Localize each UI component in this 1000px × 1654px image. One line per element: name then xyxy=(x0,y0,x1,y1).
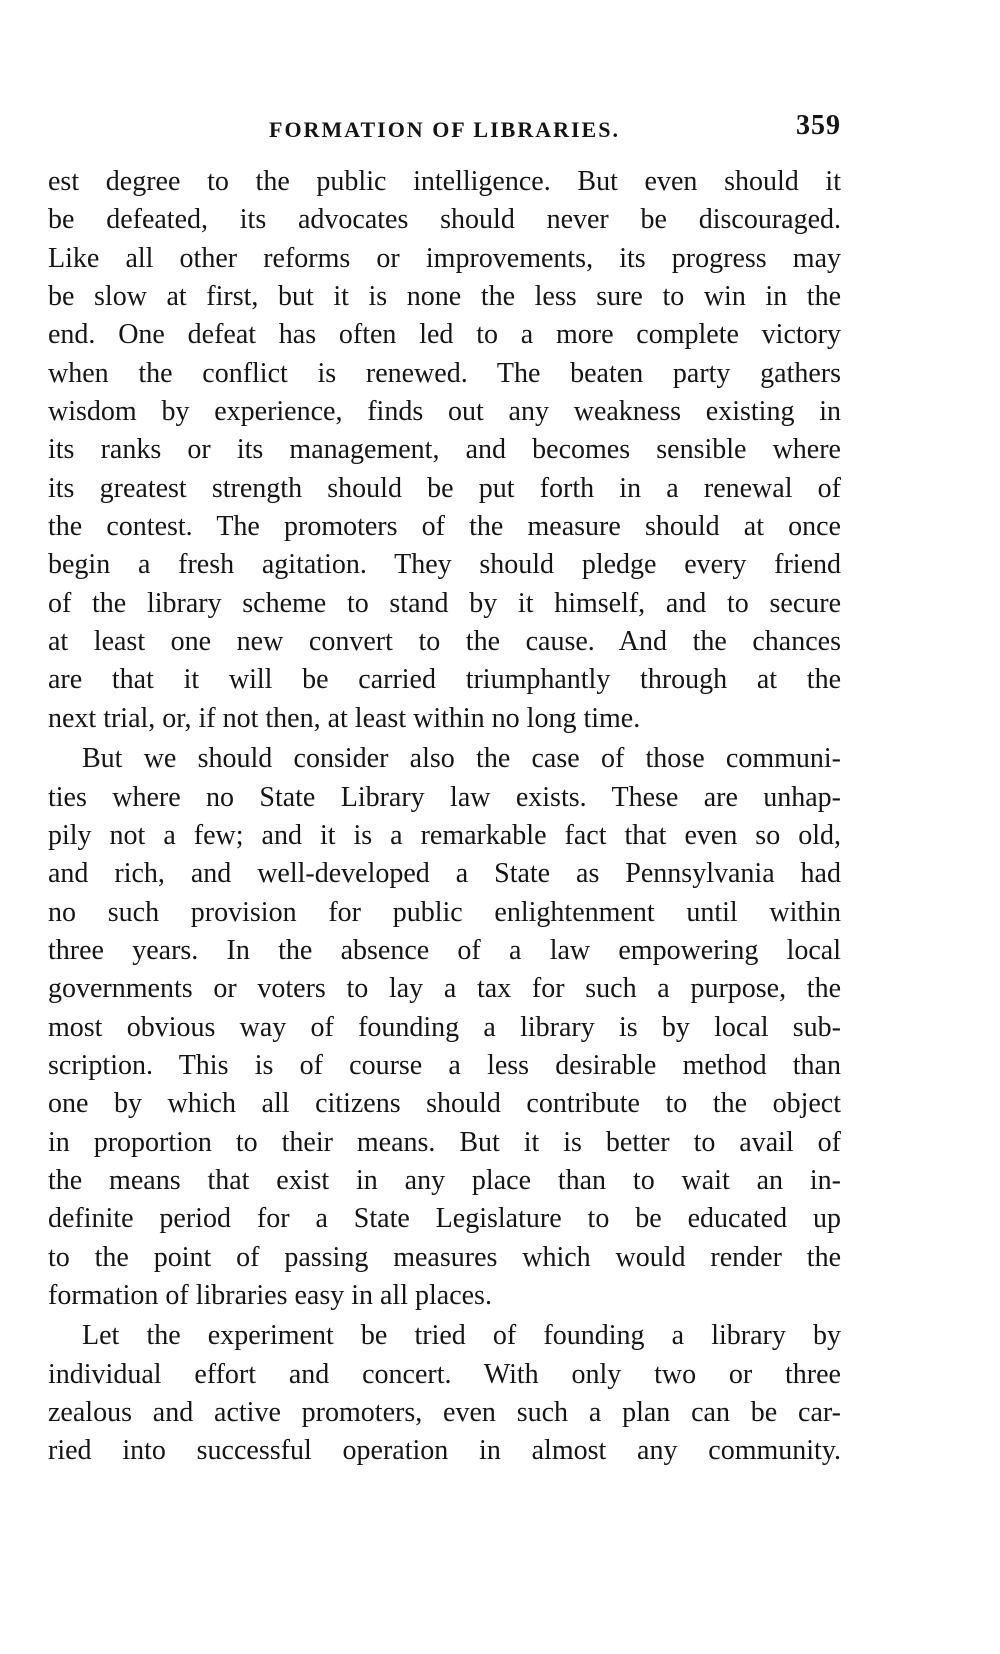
text-line: most obvious way of founding a library is by local sub- xyxy=(48,1011,841,1043)
text-line: be slow at first, but it is none the less sure to win in the xyxy=(48,281,841,313)
text-line: zealous and active promoters, even such a plan can be car- xyxy=(48,1397,841,1428)
text-line: its greatest strength should be put forth in a renewal of xyxy=(48,472,841,504)
text-line: individual effort and concert. With only two or three xyxy=(48,1358,841,1390)
text-line: formation of libraries easy in all places. xyxy=(48,1279,492,1311)
text-line: be defeated, its advocates should never be discouraged. xyxy=(48,204,841,236)
text-line: are that it will be carried triumphantly through at the xyxy=(48,664,841,696)
text-line: end. One defeat has often led to a more complete victory xyxy=(48,319,841,351)
text-line: begin a fresh agitation. They should pledge every friend xyxy=(48,549,841,581)
text-line: the means that exist in any place than to wait an in- xyxy=(48,1164,841,1196)
text-line: est degree to the public intelligence. But even should it xyxy=(48,166,841,197)
text-line: scription. This is of course a less desirable method than xyxy=(48,1049,841,1081)
page-number: 359 xyxy=(796,110,841,141)
text-line: governments or voters to lay a tax for such a purpose, the xyxy=(48,973,841,1005)
text-line: no such provision for public enlightenment until within xyxy=(48,896,841,928)
text-line: when the conflict is renewed. The beaten party gathers xyxy=(48,357,841,389)
text-line: definite period for a State Legislature to be educated up xyxy=(48,1203,841,1235)
paragraph-3 xyxy=(48,1317,841,1470)
text-line: of the library scheme to stand by it himself, and to secure xyxy=(48,587,841,619)
text-line: wisdom by experience, finds out any weakness existing in xyxy=(48,396,841,428)
text-line: Like all other reforms or improvements, its progress may xyxy=(48,242,841,274)
text-line: pily not a few; and it is a remarkable fact that even so old, xyxy=(48,819,841,851)
text-line: and rich, and well-developed a State as Pennsylvania had xyxy=(48,858,841,890)
text-line: its ranks or its management, and becomes sensible where xyxy=(48,434,841,466)
text-line: Let the experiment be tried of founding a library by xyxy=(82,1320,841,1352)
paragraph-1 xyxy=(48,163,841,738)
running-title: FORMATION OF LIBRARIES. xyxy=(269,117,620,142)
text-line: at least one new convert to the cause. And the chances xyxy=(48,626,841,658)
text-line: three years. In the absence of a law empowering local xyxy=(48,934,841,966)
text-line: ried into successful operation in almost any community. xyxy=(48,1435,841,1467)
text-line: to the point of passing measures which would render the xyxy=(48,1241,841,1273)
body-text xyxy=(48,163,841,1471)
text-line: one by which all citizens should contribute to the object xyxy=(48,1088,841,1120)
text-line: the contest. The promoters of the measure should at once xyxy=(48,511,841,543)
text-line: in proportion to their means. But it is better to avail of xyxy=(48,1126,841,1158)
paragraph-2 xyxy=(48,740,841,1315)
text-line: next trial, or, if not then, at least within no long time. xyxy=(48,702,641,734)
running-head xyxy=(48,110,841,146)
text-line: But we should consider also the case of those communi- xyxy=(82,743,841,775)
text-line: ties where no State Library law exists. These are unhap- xyxy=(48,781,841,813)
